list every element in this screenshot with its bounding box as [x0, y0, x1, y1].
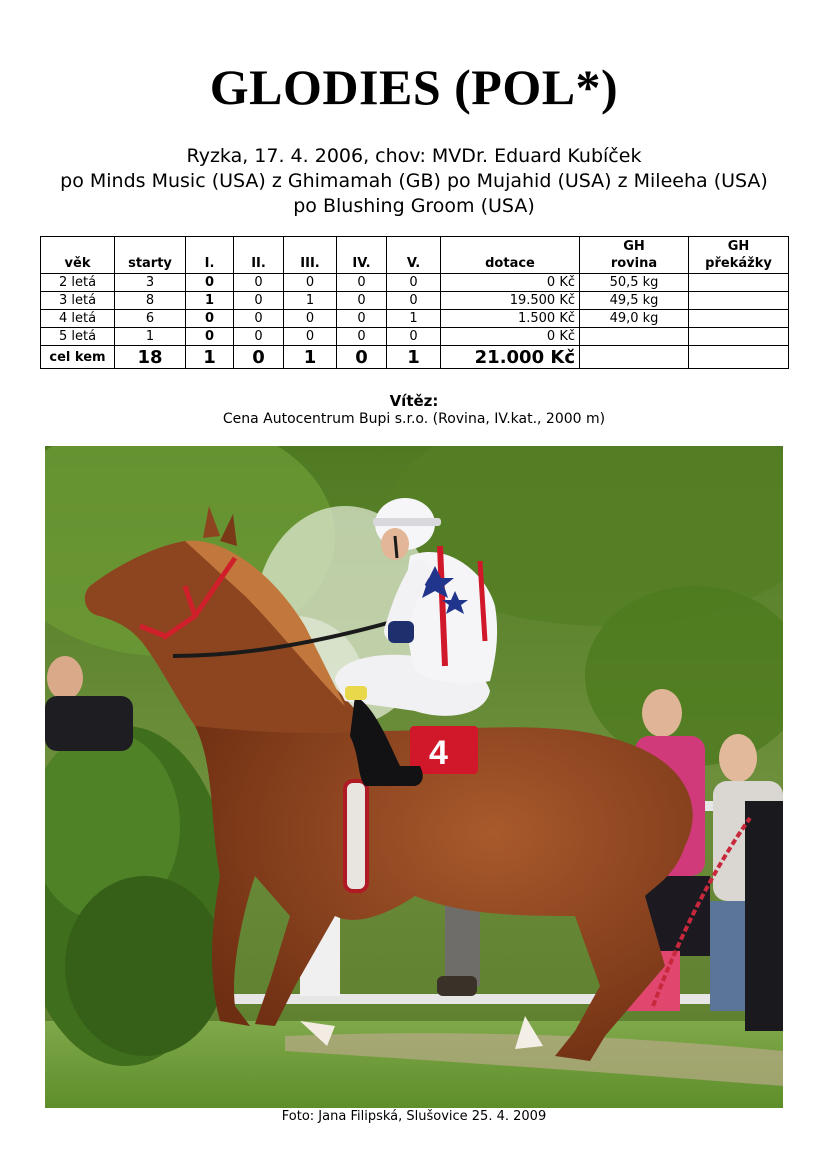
table-row: 4 letá 6 0 0 0 0 1 1.500 Kč 49,0 kg [41, 310, 789, 328]
pedigree-line-1: po Minds Music (USA) z Ghimamah (GB) po Mujahid (USA) z Mileeha (USA) [60, 170, 768, 192]
race-stats-table [40, 236, 789, 369]
header-fourth: IV. [337, 237, 387, 274]
header-age: věk [41, 237, 115, 274]
horse-name-title: GLODIES (POL*) [209, 59, 619, 115]
header-starts: starty [115, 237, 186, 274]
winner-race: Cena Autocentrum Bupi s.r.o. (Rovina, IV.kat., 2000 m) [222, 411, 606, 427]
header-gh-flat: GH rovina [580, 237, 689, 274]
header-first: I. [186, 237, 234, 274]
header-prize: dotace [441, 237, 580, 274]
table-row: 5 letá 1 0 0 0 0 0 0 Kč [41, 328, 789, 346]
pedigree-line-2: po Blushing Groom (USA) [293, 195, 535, 217]
winner-heading: Vítěz: [389, 392, 439, 410]
birth-breeder-line: Ryzka, 17. 4. 2006, chov: MVDr. Eduard Kubíček [186, 145, 642, 167]
saddle-number-text: 4 [429, 734, 448, 772]
header-third: III. [284, 237, 337, 274]
photo-caption: Foto: Jana Filipská, Slušovice 25. 4. 2009 [281, 1109, 547, 1124]
table-row: 2 letá 3 0 0 0 0 0 0 Kč 50,5 kg [41, 274, 789, 292]
table-row: 3 letá 8 1 0 1 0 0 19.500 Kč 49,5 kg [41, 292, 789, 310]
header-second: II. [234, 237, 284, 274]
table-header-row [41, 237, 789, 274]
header-fifth: V. [387, 237, 441, 274]
race-horse-photo [45, 446, 783, 1108]
table-total-row: cel kem 18 1 0 1 0 1 21.000 Kč [41, 346, 789, 369]
header-gh-jump: GH překážky [689, 237, 789, 274]
